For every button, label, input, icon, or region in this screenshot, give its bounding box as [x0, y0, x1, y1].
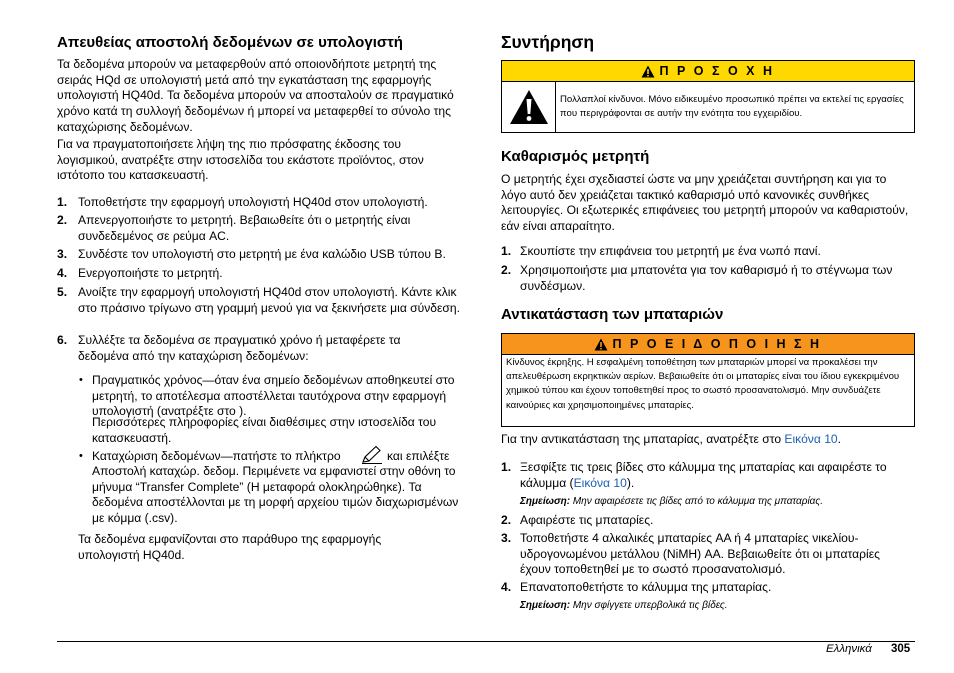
pencil-key-icon [361, 445, 383, 465]
footer-divider [57, 641, 915, 642]
bullet-datalog-pre: Καταχώριση δεδομένων—πατήστε το πλήκτρο [92, 449, 341, 463]
step-text: Σκουπίστε την επιφάνεια του μετρητή με ένα νωπό πανί. [520, 244, 821, 258]
battery-ref-text: Για την αντικατάσταση της μπαταρίας, ανατρέξτε στο [501, 432, 782, 446]
step-number: 4. [501, 580, 512, 594]
step-number: 6. [57, 333, 68, 347]
bullet-datalog-rest: Αποστολή καταχώρ. δεδομ. Περιμένετε να εμφανιστεί στην οθόνη το μήνυμα “Transfer Complete” (Η μεταφορά ολοκληρώθηκε). Τα δεδομένα αποστέλλονται με τη μορφή αρχείου τιμών διαχωρισμένων με κόμμα (.csv). [92, 464, 459, 526]
step-text: Επανατοποθετήστε το κάλυμμα της μπαταρίας. [520, 580, 772, 594]
step-text: Τοποθετήστε την εφαρμογή υπολογιστή HQ40d στον υπολογιστή. [78, 195, 428, 209]
section-heading-batteries: Αντικατάσταση των μπαταριών [501, 306, 724, 323]
bullet-dot: • [79, 374, 83, 386]
step-number: 2. [501, 263, 512, 277]
step-number: 3. [57, 247, 68, 261]
step-1-text: Ξεσφίξτε τις τρεις βίδες στο κάλυμμα της μπαταρίας και αφαιρέστε το κάλυμμα ( [520, 460, 887, 490]
paragraph-battery-ref [501, 432, 913, 448]
paragraph-download: Για να πραγματοποιήσετε λήψη της πιο πρόσφατης έκδοσης του λογισμικού, ανατρέξτε στην ιστοσελίδα του εκάστοτε προϊόντος, στον ιστότοπο του κατασκευαστή. [57, 137, 424, 183]
step-text: Ενεργοποιήστε το μετρητή. [78, 266, 223, 280]
warning-triangle-icon [509, 89, 549, 125]
caution-header [502, 61, 914, 82]
step-number: 1. [57, 195, 68, 209]
warning-header [502, 334, 914, 355]
caution-label: Π Ρ Ο Σ Ο Χ Η [659, 64, 775, 78]
page-title-maintenance: Συντήρηση [501, 32, 595, 52]
step-number: 1. [501, 460, 512, 474]
bullet-datalog-post: και επιλέξτε [387, 449, 450, 463]
section-heading-direct-send: Απευθείας αποστολή δεδομένων σε υπολογιστή [57, 34, 403, 51]
warning-triangle-icon [641, 65, 655, 78]
caution-text: Πολλαπλοί κίνδυνοι. Μόνο ειδικευμένο προσωπικό πρέπει να εκτελεί τις εργασίες που περιγράφονται σε αυτήν την ενότητα του εγχειριδίου. [560, 94, 904, 120]
bullet-realtime-more: Περισσότερες πληροφορίες είναι διαθέσιμες στην ιστοσελίδα του κατασκευαστή. [92, 415, 437, 445]
bullet-realtime-text: Πραγματικός χρόνος—όταν ένα σημείο δεδομένων αποθηκευτεί στο μετρητή, το αποτέλεσμα αποστέλλεται ταυτόχρονα στην εφαρμογή υπολογιστή (ανατρέξτε στο ). [92, 373, 455, 419]
step-text: Αφαιρέστε τις μπαταρίες. [520, 513, 654, 527]
warning-text: Κίνδυνος έκρηξης. Η εσφαλμένη τοποθέτηση των μπαταριών μπορεί να προκαλέσει την απελευθέρωση εκρηκτικών αερίων. Βεβαιωθείτε ότι οι μπαταρίες είναι του ίδιου εγκεκριμένου χημικού τύπου και έχουν τοποθετηθεί προς το σωστό προσανατολισμό. Μην συνδυάζετε καινούριες και χρησιμοποιημένες μπαταρίες. [506, 357, 900, 411]
footer-language: Ελληνικά [826, 643, 872, 655]
step-text: Τοποθετήστε 4 αλκαλικές μπαταρίες AA ή 4 μπαταρίες νικελίου-υδρογονωμένου μετάλλου (NiMH) AA. Βεβαιωθείτε ότι οι μπαταρίες έχουν τοποθετηθεί με το σωστό προσανατολισμό. [520, 531, 880, 577]
section-heading-cleaning: Καθαρισμός μετρητή [501, 148, 650, 165]
figure-link[interactable]: Εικόνα 10 [784, 432, 838, 446]
figure-link[interactable]: Εικόνα 10 [573, 475, 627, 490]
step-text: Χρησιμοποιήστε μια μπατονέτα για τον καθαρισμό ή το στέγνωμα των συνδέσμων. [520, 263, 893, 293]
step-text: Συλλέξτε τα δεδομένα σε πραγματικό χρόνο ή μεταφέρετε τα δεδομένα από την καταχώριση δεδομένων: [78, 333, 401, 363]
step-number: 4. [57, 266, 68, 280]
note-2 [520, 599, 728, 612]
bullet-dot: • [79, 450, 83, 462]
note-text: Μην αφαιρέσετε τις βίδες από το κάλυμμα της μπαταρίας. [572, 496, 824, 507]
warning-triangle-icon [594, 338, 608, 351]
step-number: 2. [57, 213, 68, 227]
paragraph-intro: Τα δεδομένα μπορούν να μεταφερθούν από οποιονδήποτε μετρητή της σειράς HQd σε υπολογιστή μετά από την εγκατάσταση της εφαρμογής υπολογιστή HQ40d. Τα δεδομένα μπορούν να αποσταλούν σε πραγματικό χρόνο κατά τη συλλογή δεδομένων ή μπορεί να μεταφερθεί το σύνολο της καταχώρισης δεδομένων. [57, 57, 454, 134]
step-text: Συνδέστε τον υπολογιστή στο μετρητή με ένα καλώδιο USB τύπου B. [78, 247, 446, 261]
page-number: 305 [891, 643, 911, 655]
step-number: 3. [501, 531, 512, 545]
note-text: Μην σφίγγετε υπερβολικά τις βίδες. [572, 600, 728, 611]
note-1 [520, 495, 823, 508]
caution-box [501, 60, 915, 133]
paragraph-cleaning: Ο μετρητής έχει σχεδιαστεί ώστε να μην χρειάζεται συντήρηση και για το λόγο αυτό δεν χρειάζεται τακτικό καθαρισμό υπό κανονικές συνθήκες λειτουργίες. Οι εξωτερικές επιφάνειες του μετρητή μπορούν να καθαριστούν, εάν είναι απαραίτητο. [501, 172, 909, 234]
warning-label: Π Ρ Ο Ε Ι Δ Ο Π Ο Ι Η Σ Η [612, 337, 822, 351]
step-text: Απενεργοποιήστε το μετρητή. Βεβαιωθείτε ότι ο μετρητής είναι συνδεδεμένος σε ρεύμα AC. [78, 213, 411, 243]
step-text [520, 460, 914, 491]
step-text: Ανοίξτε την εφαρμογή υπολογιστή HQ40d στον υπολογιστή. Κάντε κλικ στο πράσινο τρίγωνο στη γραμμή μενού για να ξεκινήσετε μια σύνδεση. [78, 285, 460, 315]
note-label: Σημείωση: [520, 600, 571, 611]
step-number: 5. [57, 285, 68, 299]
step-number: 1. [501, 244, 512, 258]
battery-ref-end: . [837, 432, 842, 446]
step-1-end: ). [626, 475, 635, 490]
step-number: 2. [501, 513, 512, 527]
warning-box [501, 333, 915, 427]
note-label: Σημείωση: [520, 496, 571, 507]
paragraph-closing: Τα δεδομένα εμφανίζονται στο παράθυρο της εφαρμογής υπολογιστή HQ40d. [78, 532, 382, 562]
caution-icon-cell [502, 82, 556, 132]
